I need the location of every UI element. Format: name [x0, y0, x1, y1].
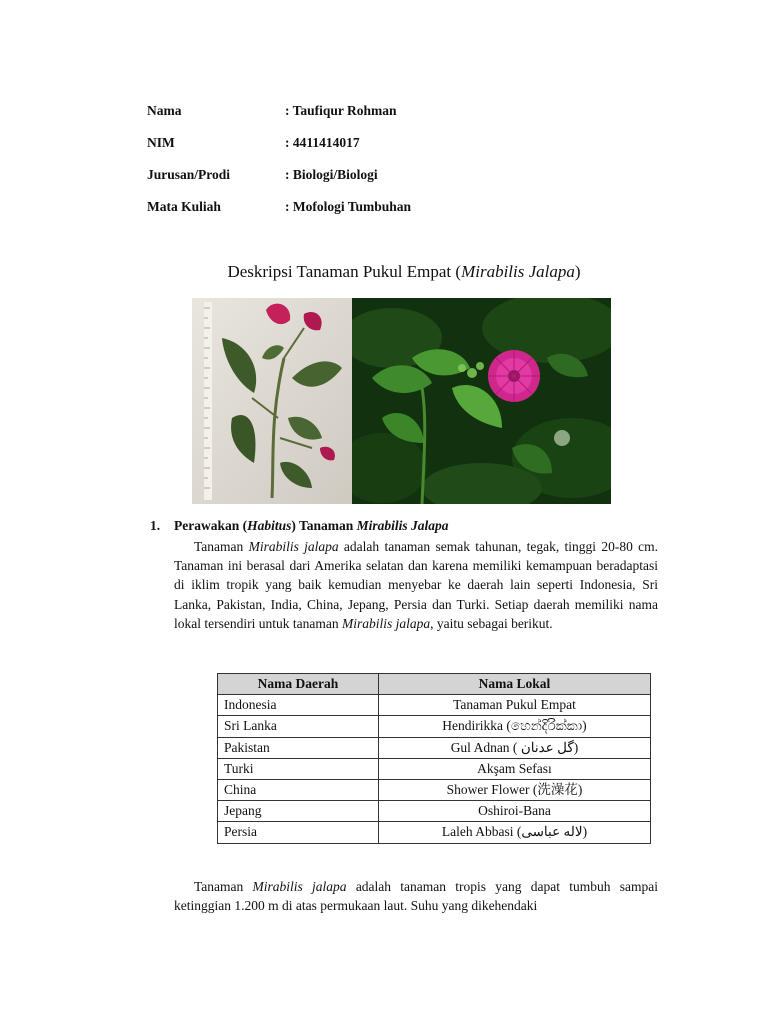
info-label: NIM — [147, 135, 175, 150]
column-header: Nama Daerah — [218, 674, 379, 695]
para-text: , yaitu sebagai berikut. — [430, 615, 553, 631]
table-cell: Gul Adnan ( گل عدنان) — [378, 737, 650, 758]
para-text: Tanaman — [194, 879, 253, 894]
table-cell: Pakistan — [218, 737, 379, 758]
para-italic: Mirabilis jalapa — [248, 539, 339, 554]
title-suffix: ) — [574, 262, 581, 281]
info-row-nim — [147, 135, 360, 151]
section-heading-italic: Mirabilis Jalapa — [356, 518, 449, 533]
column-header: Nama Lokal — [378, 674, 650, 695]
para-text: adalah tanaman semak tahunan, tegak, tinggi 20-80 cm. Tanaman ini berasal dari Amerika selatan dan karena memiliki kemampuan beradaptasi di iklim tropik yang baik kemudian menyebar ke daerah lain seperti Indonesia, Sri Lanka, Pakistan, India, China, Jepang, Persia dan Turki. Setiap daerah memiliki nama lokal tersendiri untuk tanaman — [174, 539, 659, 631]
section-heading-part: Perawakan ( — [174, 518, 248, 533]
table-cell: Shower Flower (洗澡花) — [378, 779, 650, 800]
table-row — [218, 758, 651, 779]
title-prefix: Deskripsi Tanaman Pukul Empat ( — [227, 262, 462, 281]
section-number: 1. — [150, 518, 161, 533]
section-heading-italic: Habitus — [247, 518, 292, 533]
para-text: Tanaman — [194, 539, 249, 554]
plant-photo — [192, 298, 611, 504]
table-row — [218, 779, 651, 800]
table-row — [218, 822, 651, 843]
info-label: Nama — [147, 103, 182, 118]
table-cell: Indonesia — [218, 695, 379, 716]
local-names-table — [217, 673, 651, 844]
info-value: : 4411414017 — [285, 135, 360, 150]
section-heading — [150, 518, 449, 534]
section-heading-part: ) Tanaman — [291, 518, 357, 533]
table-row — [218, 737, 651, 758]
table-cell: Oshiroi-Bana — [378, 801, 650, 822]
info-label: Mata Kuliah — [147, 199, 221, 214]
live-plant-image — [352, 298, 611, 504]
table-row — [218, 716, 651, 737]
table-row — [218, 801, 651, 822]
table-cell: Hendirikka (හෙන්දිරික්කා) — [378, 716, 650, 737]
info-label: Jurusan/Prodi — [147, 167, 231, 182]
table-cell: Persia — [218, 822, 379, 843]
table-row — [218, 695, 651, 716]
table-cell: Akşam Sefası — [378, 758, 650, 779]
info-row-mata-kuliah — [147, 199, 411, 215]
table-cell: Sri Lanka — [218, 716, 379, 737]
herbarium-specimen-image — [192, 298, 352, 504]
table-cell: China — [218, 779, 379, 800]
para-italic: Mirabilis jalapa — [341, 615, 431, 631]
paragraph-habitat — [174, 877, 658, 915]
para-text: adalah tanaman tropis yang dapat tumbuh sampai ketinggian 1.200 m di atas permukaan laut. Suhu yang dikehendaki — [174, 879, 659, 914]
table-cell: Turki — [218, 758, 379, 779]
table-header-row — [218, 674, 651, 695]
page-title — [0, 262, 768, 282]
table-cell: Jepang — [218, 801, 379, 822]
table-cell: Laleh Abbasi (لاله عباسی) — [378, 822, 650, 843]
info-row-nama — [147, 103, 397, 119]
para-italic: Mirabilis jalapa — [252, 879, 347, 894]
info-row-jurusan — [147, 167, 378, 183]
table-cell: Tanaman Pukul Empat — [378, 695, 650, 716]
info-value: : Mofologi Tumbuhan — [285, 199, 412, 214]
info-value: : Taufiqur Rohman — [285, 103, 397, 118]
paragraph-habitus — [174, 537, 658, 633]
info-value: : Biologi/Biologi — [285, 167, 378, 182]
title-species: Mirabilis Jalapa — [461, 262, 575, 281]
